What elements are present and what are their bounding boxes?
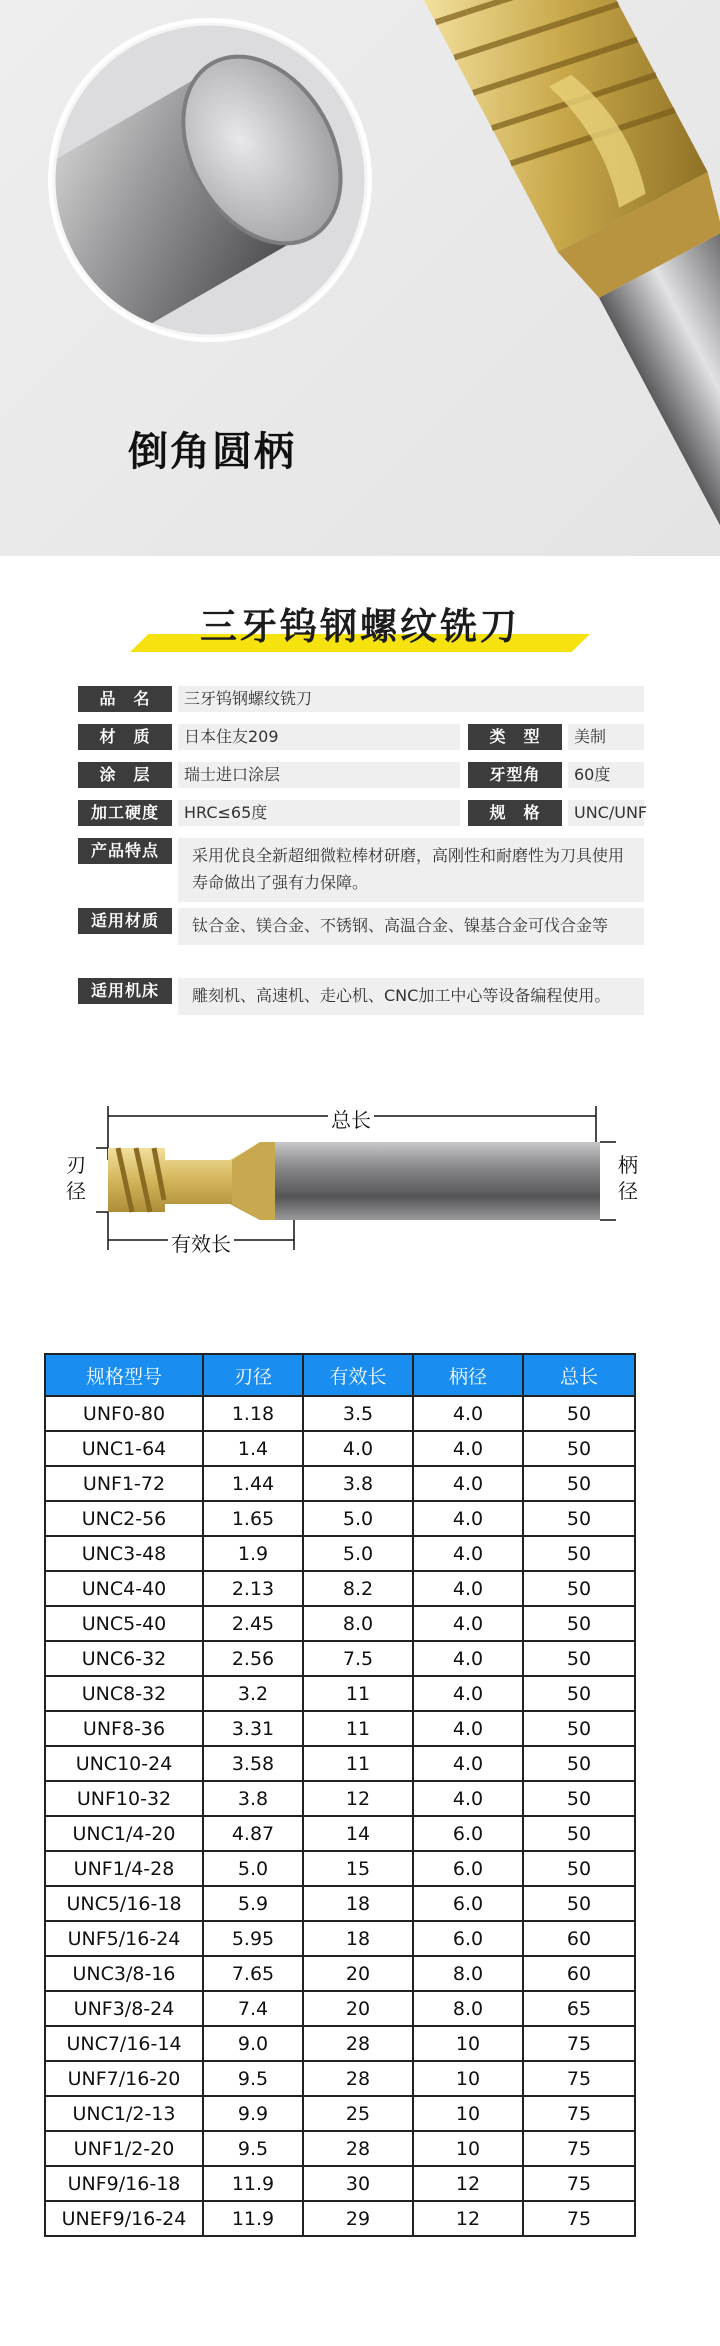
- table-cell: 3.8: [303, 1466, 413, 1501]
- dimension-diagram: [60, 1100, 660, 1260]
- table-cell: 9.5: [203, 2131, 303, 2166]
- spec-value: HRC≤65度: [178, 800, 460, 826]
- table-row: [45, 1606, 635, 1641]
- spec-table: [44, 1353, 636, 2237]
- table-row: [45, 1921, 635, 1956]
- table-cell: 50: [523, 1536, 635, 1571]
- table-cell: 4.0: [413, 1501, 523, 1536]
- table-cell: UNC2-56: [45, 1501, 203, 1536]
- table-cell: 4.0: [413, 1676, 523, 1711]
- table-cell: UNF10-32: [45, 1781, 203, 1816]
- table-cell: 50: [523, 1431, 635, 1466]
- header-shank-diameter: 柄径: [413, 1354, 523, 1396]
- table-cell: 75: [523, 2131, 635, 2166]
- table-cell: 11: [303, 1746, 413, 1781]
- table-cell: 75: [523, 2166, 635, 2201]
- table-cell: UNC1/4-20: [45, 1816, 203, 1851]
- table-cell: 29: [303, 2201, 413, 2236]
- table-cell: 50: [523, 1676, 635, 1711]
- table-cell: 6.0: [413, 1851, 523, 1886]
- table-cell: UNF1-72: [45, 1466, 203, 1501]
- table-row: [45, 2026, 635, 2061]
- table-cell: 50: [523, 1641, 635, 1676]
- table-cell: 6.0: [413, 1816, 523, 1851]
- table-cell: 20: [303, 1956, 413, 1991]
- table-cell: 5.95: [203, 1921, 303, 1956]
- table-cell: 50: [523, 1851, 635, 1886]
- table-cell: 7.4: [203, 1991, 303, 2026]
- table-row: [45, 1571, 635, 1606]
- product-title: [130, 596, 590, 656]
- table-row: [45, 1501, 635, 1536]
- hero-caption: 倒角圆柄: [128, 429, 296, 475]
- table-cell: 10: [413, 2026, 523, 2061]
- table-cell: 4.0: [413, 1711, 523, 1746]
- table-cell: 11.9: [203, 2201, 303, 2236]
- table-cell: 7.5: [303, 1641, 413, 1676]
- table-cell: 1.4: [203, 1431, 303, 1466]
- table-cell: 50: [523, 1501, 635, 1536]
- table-cell: 75: [523, 2061, 635, 2096]
- table-cell: 50: [523, 1746, 635, 1781]
- table-cell: 10: [413, 2096, 523, 2131]
- spec-value: 钛合金、镁合金、不锈钢、高温合金、镍基合金可伐合金等: [178, 908, 644, 945]
- table-cell: 11: [303, 1676, 413, 1711]
- table-cell: 1.44: [203, 1466, 303, 1501]
- table-cell: 1.18: [203, 1396, 303, 1431]
- spec-label: 材 质: [78, 724, 172, 750]
- table-cell: UNC5-40: [45, 1606, 203, 1641]
- table-row: [45, 1536, 635, 1571]
- table-cell: 4.87: [203, 1816, 303, 1851]
- table-cell: 30: [303, 2166, 413, 2201]
- table-cell: 12: [303, 1781, 413, 1816]
- spec-label: 适用材质: [78, 908, 172, 934]
- table-cell: UNC1/2-13: [45, 2096, 203, 2131]
- table-cell: 50: [523, 1816, 635, 1851]
- table-row: [45, 1746, 635, 1781]
- spec-value: 日本住友209: [178, 724, 460, 750]
- table-cell: 12: [413, 2201, 523, 2236]
- table-cell: 8.0: [413, 1991, 523, 2026]
- spec-label: 牙型角: [468, 762, 562, 788]
- table-cell: 3.2: [203, 1676, 303, 1711]
- table-cell: 3.58: [203, 1746, 303, 1781]
- hero-product-photo: [0, 0, 720, 556]
- table-cell: 4.0: [413, 1536, 523, 1571]
- table-row: [45, 1711, 635, 1746]
- table-cell: 11: [303, 1711, 413, 1746]
- spec-value: 三牙钨钢螺纹铣刀: [178, 686, 644, 712]
- table-row: [45, 1676, 635, 1711]
- table-cell: UNC3/8-16: [45, 1956, 203, 1991]
- spec-label: 产品特点: [78, 838, 172, 864]
- table-cell: 50: [523, 1886, 635, 1921]
- table-row: [45, 2061, 635, 2096]
- table-row: [45, 2201, 635, 2236]
- table-cell: 9.5: [203, 2061, 303, 2096]
- table-cell: 28: [303, 2131, 413, 2166]
- table-cell: 20: [303, 1991, 413, 2026]
- table-row: [45, 1641, 635, 1676]
- table-cell: UNF3/8-24: [45, 1991, 203, 2026]
- table-cell: 5.0: [303, 1501, 413, 1536]
- table-cell: 8.0: [413, 1956, 523, 1991]
- table-cell: 5.9: [203, 1886, 303, 1921]
- table-cell: UNF0-80: [45, 1396, 203, 1431]
- table-cell: 9.0: [203, 2026, 303, 2061]
- effective-length-label: 有效长: [168, 1228, 234, 1257]
- table-row: [45, 2131, 635, 2166]
- table-row: [45, 2166, 635, 2201]
- table-cell: 5.0: [303, 1536, 413, 1571]
- header-blade-diameter: 刃径: [203, 1354, 303, 1396]
- table-cell: 4.0: [413, 1641, 523, 1676]
- product-title-text: 三牙钨钢螺纹铣刀: [200, 605, 520, 648]
- table-cell: 6.0: [413, 1921, 523, 1956]
- spec-value: 瑞士进口涂层: [178, 762, 460, 788]
- spec-value: 60度: [568, 762, 644, 788]
- table-cell: 7.65: [203, 1956, 303, 1991]
- table-cell: 50: [523, 1606, 635, 1641]
- table-cell: 4.0: [413, 1606, 523, 1641]
- table-cell: UNC10-24: [45, 1746, 203, 1781]
- table-row: [45, 2096, 635, 2131]
- spec-label: 适用机床: [78, 978, 172, 1004]
- table-cell: 2.45: [203, 1606, 303, 1641]
- table-cell: 25: [303, 2096, 413, 2131]
- table-cell: 15: [303, 1851, 413, 1886]
- table-cell: 50: [523, 1711, 635, 1746]
- header-model: 规格型号: [45, 1354, 203, 1396]
- spec-value: 采用优良全新超细微粒棒材研磨，高刚性和耐磨性为刀具使用寿命做出了强有力保障。: [178, 838, 644, 902]
- table-cell: UNC3-48: [45, 1536, 203, 1571]
- spec-label: 规 格: [468, 800, 562, 826]
- table-cell: 75: [523, 2026, 635, 2061]
- table-row: [45, 1431, 635, 1466]
- table-cell: 50: [523, 1781, 635, 1816]
- header-effective-length: 有效长: [303, 1354, 413, 1396]
- table-cell: UNC6-32: [45, 1641, 203, 1676]
- table-cell: 75: [523, 2201, 635, 2236]
- spec-label: 加工硬度: [78, 800, 172, 826]
- table-cell: 10: [413, 2061, 523, 2096]
- table-cell: 1.9: [203, 1536, 303, 1571]
- table-cell: UNC7/16-14: [45, 2026, 203, 2061]
- hero-banner: [0, 0, 720, 556]
- table-cell: 60: [523, 1956, 635, 1991]
- table-cell: 4.0: [413, 1571, 523, 1606]
- table-cell: UNF8-36: [45, 1711, 203, 1746]
- blade-diameter-label: 刃径: [62, 1152, 90, 1204]
- table-cell: 18: [303, 1886, 413, 1921]
- table-cell: UNF1/2-20: [45, 2131, 203, 2166]
- table-cell: 28: [303, 2026, 413, 2061]
- table-cell: 6.0: [413, 1886, 523, 1921]
- table-header-row: [45, 1354, 635, 1396]
- table-cell: 1.65: [203, 1501, 303, 1536]
- table-cell: UNF7/16-20: [45, 2061, 203, 2096]
- spec-label: 类 型: [468, 724, 562, 750]
- shank-diameter-label: 柄径: [614, 1152, 642, 1204]
- header-total-length: 总长: [523, 1354, 635, 1396]
- table-cell: 4.0: [303, 1431, 413, 1466]
- table-cell: 18: [303, 1921, 413, 1956]
- table-cell: 3.5: [303, 1396, 413, 1431]
- table-cell: 10: [413, 2131, 523, 2166]
- table-cell: 4.0: [413, 1781, 523, 1816]
- table-cell: 8.0: [303, 1606, 413, 1641]
- table-cell: UNC8-32: [45, 1676, 203, 1711]
- table-cell: 14: [303, 1816, 413, 1851]
- table-cell: 11.9: [203, 2166, 303, 2201]
- table-cell: 9.9: [203, 2096, 303, 2131]
- table-row: [45, 1991, 635, 2026]
- table-cell: 4.0: [413, 1746, 523, 1781]
- table-row: [45, 1816, 635, 1851]
- table-cell: UNF9/16-18: [45, 2166, 203, 2201]
- table-cell: 50: [523, 1466, 635, 1501]
- table-cell: 50: [523, 1571, 635, 1606]
- table-cell: 8.2: [303, 1571, 413, 1606]
- spec-value: UNC/UNF: [568, 800, 644, 826]
- table-row: [45, 1851, 635, 1886]
- spec-value: 雕刻机、高速机、走心机、CNC加工中心等设备编程使用。: [178, 978, 644, 1015]
- table-row: [45, 1781, 635, 1816]
- table-cell: 2.13: [203, 1571, 303, 1606]
- table-cell: 65: [523, 1991, 635, 2026]
- table-cell: UNC4-40: [45, 1571, 203, 1606]
- table-row: [45, 1886, 635, 1921]
- table-cell: UNC1-64: [45, 1431, 203, 1466]
- spec-label: 品 名: [78, 686, 172, 712]
- table-cell: UNC5/16-18: [45, 1886, 203, 1921]
- table-cell: 4.0: [413, 1396, 523, 1431]
- table-cell: 3.31: [203, 1711, 303, 1746]
- table-cell: 28: [303, 2061, 413, 2096]
- table-cell: 4.0: [413, 1431, 523, 1466]
- table-cell: UNF1/4-28: [45, 1851, 203, 1886]
- table-cell: UNEF9/16-24: [45, 2201, 203, 2236]
- table-cell: UNF5/16-24: [45, 1921, 203, 1956]
- table-cell: 75: [523, 2096, 635, 2131]
- table-cell: 60: [523, 1921, 635, 1956]
- table-cell: 12: [413, 2166, 523, 2201]
- spec-value: 美制: [568, 724, 644, 750]
- total-length-label: 总长: [328, 1104, 374, 1133]
- table-cell: 50: [523, 1396, 635, 1431]
- table-row: [45, 1396, 635, 1431]
- table-cell: 3.8: [203, 1781, 303, 1816]
- table-row: [45, 1466, 635, 1501]
- spec-label: 涂 层: [78, 762, 172, 788]
- table-cell: 2.56: [203, 1641, 303, 1676]
- table-cell: 5.0: [203, 1851, 303, 1886]
- table-cell: 4.0: [413, 1466, 523, 1501]
- table-row: [45, 1956, 635, 1991]
